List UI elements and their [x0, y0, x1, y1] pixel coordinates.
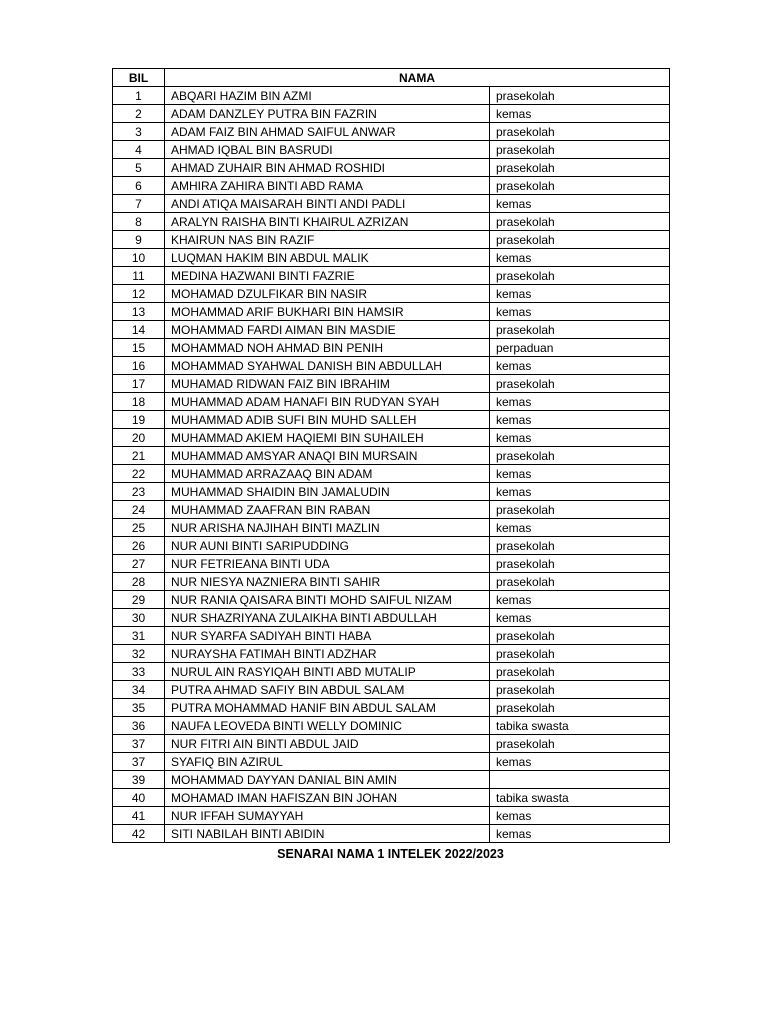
- preschool-category: prasekolah: [490, 573, 670, 591]
- preschool-category: kemas: [490, 807, 670, 825]
- row-number: 40: [113, 789, 165, 807]
- row-number: 18: [113, 393, 165, 411]
- table-row: [113, 249, 670, 267]
- table-row: [113, 771, 670, 789]
- table-row: [113, 213, 670, 231]
- student-name: NUR RANIA QAISARA BINTI MOHD SAIFUL NIZAM: [165, 591, 490, 609]
- student-name: PUTRA MOHAMMAD HANIF BIN ABDUL SALAM: [165, 699, 490, 717]
- table-row: [113, 663, 670, 681]
- student-name: MUHAMMAD AMSYAR ANAQI BIN MURSAIN: [165, 447, 490, 465]
- student-name: ANDI ATIQA MAISARAH BINTI ANDI PADLI: [165, 195, 490, 213]
- row-number: 5: [113, 159, 165, 177]
- preschool-category: prasekolah: [490, 681, 670, 699]
- row-number: 14: [113, 321, 165, 339]
- row-number: 4: [113, 141, 165, 159]
- preschool-category: perpaduan: [490, 339, 670, 357]
- student-name: NUR FETRIEANA BINTI UDA: [165, 555, 490, 573]
- student-name: SITI NABILAH BINTI ABIDIN: [165, 825, 490, 843]
- table-row: [113, 627, 670, 645]
- student-name: NUR NIESYA NAZNIERA BINTI SAHIR: [165, 573, 490, 591]
- row-number: 19: [113, 411, 165, 429]
- row-number: 7: [113, 195, 165, 213]
- row-number: 27: [113, 555, 165, 573]
- preschool-category: kemas: [490, 393, 670, 411]
- table-row: [113, 753, 670, 771]
- student-name: AHMAD IQBAL BIN BASRUDI: [165, 141, 490, 159]
- row-number: 1: [113, 87, 165, 105]
- preschool-category: prasekolah: [490, 141, 670, 159]
- student-name: MUHAMMAD ADAM HANAFI BIN RUDYAN SYAH: [165, 393, 490, 411]
- student-name: ARALYN RAISHA BINTI KHAIRUL AZRIZAN: [165, 213, 490, 231]
- preschool-category: kemas: [490, 411, 670, 429]
- student-name: NUR FITRI AIN BINTI ABDUL JAID: [165, 735, 490, 753]
- table-row: [113, 555, 670, 573]
- preschool-category: prasekolah: [490, 159, 670, 177]
- student-name: MOHAMMAD ARIF BUKHARI BIN HAMSIR: [165, 303, 490, 321]
- preschool-category: kemas: [490, 357, 670, 375]
- row-number: 25: [113, 519, 165, 537]
- row-number: 22: [113, 465, 165, 483]
- preschool-category: prasekolah: [490, 375, 670, 393]
- table-row: [113, 681, 670, 699]
- preschool-category: prasekolah: [490, 735, 670, 753]
- table-row: [113, 591, 670, 609]
- student-name: MUHAMMAD SHAIDIN BIN JAMALUDIN: [165, 483, 490, 501]
- table-row: [113, 411, 670, 429]
- row-number: 2: [113, 105, 165, 123]
- preschool-category: kemas: [490, 825, 670, 843]
- table-row: [113, 717, 670, 735]
- row-number: 29: [113, 591, 165, 609]
- student-name: NUR IFFAH SUMAYYAH: [165, 807, 490, 825]
- table-row: [113, 447, 670, 465]
- table-row: [113, 321, 670, 339]
- row-number: 41: [113, 807, 165, 825]
- preschool-category: [490, 771, 670, 789]
- student-name: ABQARI HAZIM BIN AZMI: [165, 87, 490, 105]
- table-row: [113, 195, 670, 213]
- preschool-category: tabika swasta: [490, 717, 670, 735]
- student-name: MOHAMMAD DAYYAN DANIAL BIN AMIN: [165, 771, 490, 789]
- table-row: [113, 267, 670, 285]
- table-row: [113, 285, 670, 303]
- row-number: 6: [113, 177, 165, 195]
- student-name: MEDINA HAZWANI BINTI FAZRIE: [165, 267, 490, 285]
- student-name: KHAIRUN NAS BIN RAZIF: [165, 231, 490, 249]
- table-row: [113, 231, 670, 249]
- student-name: MUHAMMAD ARRAZAAQ BIN ADAM: [165, 465, 490, 483]
- table-header-row: [113, 69, 670, 87]
- row-number: 34: [113, 681, 165, 699]
- student-name: MOHAMMAD FARDI AIMAN BIN MASDIE: [165, 321, 490, 339]
- preschool-category: prasekolah: [490, 123, 670, 141]
- table-row: [113, 393, 670, 411]
- row-number: 37: [113, 735, 165, 753]
- row-number: 9: [113, 231, 165, 249]
- header-nama: NAMA: [165, 69, 670, 87]
- table-row: [113, 105, 670, 123]
- table-row: [113, 141, 670, 159]
- student-name: ADAM FAIZ BIN AHMAD SAIFUL ANWAR: [165, 123, 490, 141]
- row-number: 24: [113, 501, 165, 519]
- row-number: 21: [113, 447, 165, 465]
- row-number: 30: [113, 609, 165, 627]
- preschool-category: prasekolah: [490, 87, 670, 105]
- row-number: 10: [113, 249, 165, 267]
- preschool-category: kemas: [490, 285, 670, 303]
- row-number: 3: [113, 123, 165, 141]
- row-number: 16: [113, 357, 165, 375]
- student-name: MOHAMAD DZULFIKAR BIN NASIR: [165, 285, 490, 303]
- student-name: MUHAMMAD AKIEM HAQIEMI BIN SUHAILEH: [165, 429, 490, 447]
- row-number: 26: [113, 537, 165, 555]
- table-row: [113, 645, 670, 663]
- table-row: [113, 789, 670, 807]
- table-row: [113, 483, 670, 501]
- row-number: 13: [113, 303, 165, 321]
- preschool-category: kemas: [490, 105, 670, 123]
- preschool-category: kemas: [490, 483, 670, 501]
- preschool-category: prasekolah: [490, 645, 670, 663]
- table-row: [113, 537, 670, 555]
- table-row: [113, 429, 670, 447]
- preschool-category: prasekolah: [490, 447, 670, 465]
- student-name: AMHIRA ZAHIRA BINTI ABD RAMA: [165, 177, 490, 195]
- preschool-category: prasekolah: [490, 267, 670, 285]
- row-number: 17: [113, 375, 165, 393]
- row-number: 23: [113, 483, 165, 501]
- row-number: 36: [113, 717, 165, 735]
- table-row: [113, 735, 670, 753]
- student-name: NURUL AIN RASYIQAH BINTI ABD MUTALIP: [165, 663, 490, 681]
- row-number: 35: [113, 699, 165, 717]
- student-name: MOHAMAD IMAN HAFISZAN BIN JOHAN: [165, 789, 490, 807]
- preschool-category: prasekolah: [490, 555, 670, 573]
- row-number: 32: [113, 645, 165, 663]
- preschool-category: kemas: [490, 753, 670, 771]
- preschool-category: tabika swasta: [490, 789, 670, 807]
- preschool-category: kemas: [490, 465, 670, 483]
- student-name: SYAFIQ BIN AZIRUL: [165, 753, 490, 771]
- student-name: NUR AUNI BINTI SARIPUDDING: [165, 537, 490, 555]
- class-list-sheet: [112, 68, 669, 861]
- table-row: [113, 573, 670, 591]
- student-name: NAUFA LEOVEDA BINTI WELLY DOMINIC: [165, 717, 490, 735]
- student-name: MUHAMAD RIDWAN FAIZ BIN IBRAHIM: [165, 375, 490, 393]
- row-number: 39: [113, 771, 165, 789]
- table-row: [113, 159, 670, 177]
- student-name: LUQMAN HAKIM BIN ABDUL MALIK: [165, 249, 490, 267]
- list-caption: SENARAI NAMA 1 INTELEK 2022/2023: [277, 847, 504, 861]
- row-number: 37: [113, 753, 165, 771]
- student-name: MUHAMMAD ZAAFRAN BIN RABAN: [165, 501, 490, 519]
- preschool-category: kemas: [490, 303, 670, 321]
- table-row: [113, 375, 670, 393]
- preschool-category: prasekolah: [490, 627, 670, 645]
- student-name: NURAYSHA FATIMAH BINTI ADZHAR: [165, 645, 490, 663]
- student-name: PUTRA AHMAD SAFIY BIN ABDUL SALAM: [165, 681, 490, 699]
- table-row: [113, 519, 670, 537]
- student-table: [112, 68, 670, 843]
- row-number: 28: [113, 573, 165, 591]
- table-row: [113, 303, 670, 321]
- preschool-category: prasekolah: [490, 699, 670, 717]
- student-name: MUHAMMAD ADIB SUFI BIN MUHD SALLEH: [165, 411, 490, 429]
- row-number: 15: [113, 339, 165, 357]
- table-row: [113, 357, 670, 375]
- preschool-category: prasekolah: [490, 321, 670, 339]
- table-row: [113, 123, 670, 141]
- row-number: 31: [113, 627, 165, 645]
- preschool-category: kemas: [490, 429, 670, 447]
- preschool-category: prasekolah: [490, 177, 670, 195]
- table-row: [113, 699, 670, 717]
- student-name: NUR ARISHA NAJIHAH BINTI MAZLIN: [165, 519, 490, 537]
- table-row: [113, 825, 670, 843]
- preschool-category: prasekolah: [490, 663, 670, 681]
- student-name: NUR SYARFA SADIYAH BINTI HABA: [165, 627, 490, 645]
- preschool-category: prasekolah: [490, 537, 670, 555]
- preschool-category: kemas: [490, 195, 670, 213]
- table-row: [113, 87, 670, 105]
- preschool-category: kemas: [490, 609, 670, 627]
- preschool-category: prasekolah: [490, 213, 670, 231]
- table-row: [113, 501, 670, 519]
- row-number: 11: [113, 267, 165, 285]
- student-rows: [113, 87, 670, 843]
- header-bil: BIL: [113, 69, 165, 87]
- preschool-category: prasekolah: [490, 501, 670, 519]
- preschool-category: kemas: [490, 519, 670, 537]
- preschool-category: kemas: [490, 249, 670, 267]
- table-row: [113, 807, 670, 825]
- preschool-category: kemas: [490, 591, 670, 609]
- student-name: AHMAD ZUHAIR BIN AHMAD ROSHIDI: [165, 159, 490, 177]
- student-name: MOHAMMAD SYAHWAL DANISH BIN ABDULLAH: [165, 357, 490, 375]
- preschool-category: prasekolah: [490, 231, 670, 249]
- row-number: 42: [113, 825, 165, 843]
- table-row: [113, 177, 670, 195]
- student-name: ADAM DANZLEY PUTRA BIN FAZRIN: [165, 105, 490, 123]
- table-row: [113, 609, 670, 627]
- row-number: 12: [113, 285, 165, 303]
- student-name: NUR SHAZRIYANA ZULAIKHA BINTI ABDULLAH: [165, 609, 490, 627]
- row-number: 33: [113, 663, 165, 681]
- row-number: 8: [113, 213, 165, 231]
- table-row: [113, 465, 670, 483]
- row-number: 20: [113, 429, 165, 447]
- table-row: [113, 339, 670, 357]
- student-name: MOHAMMAD NOH AHMAD BIN PENIH: [165, 339, 490, 357]
